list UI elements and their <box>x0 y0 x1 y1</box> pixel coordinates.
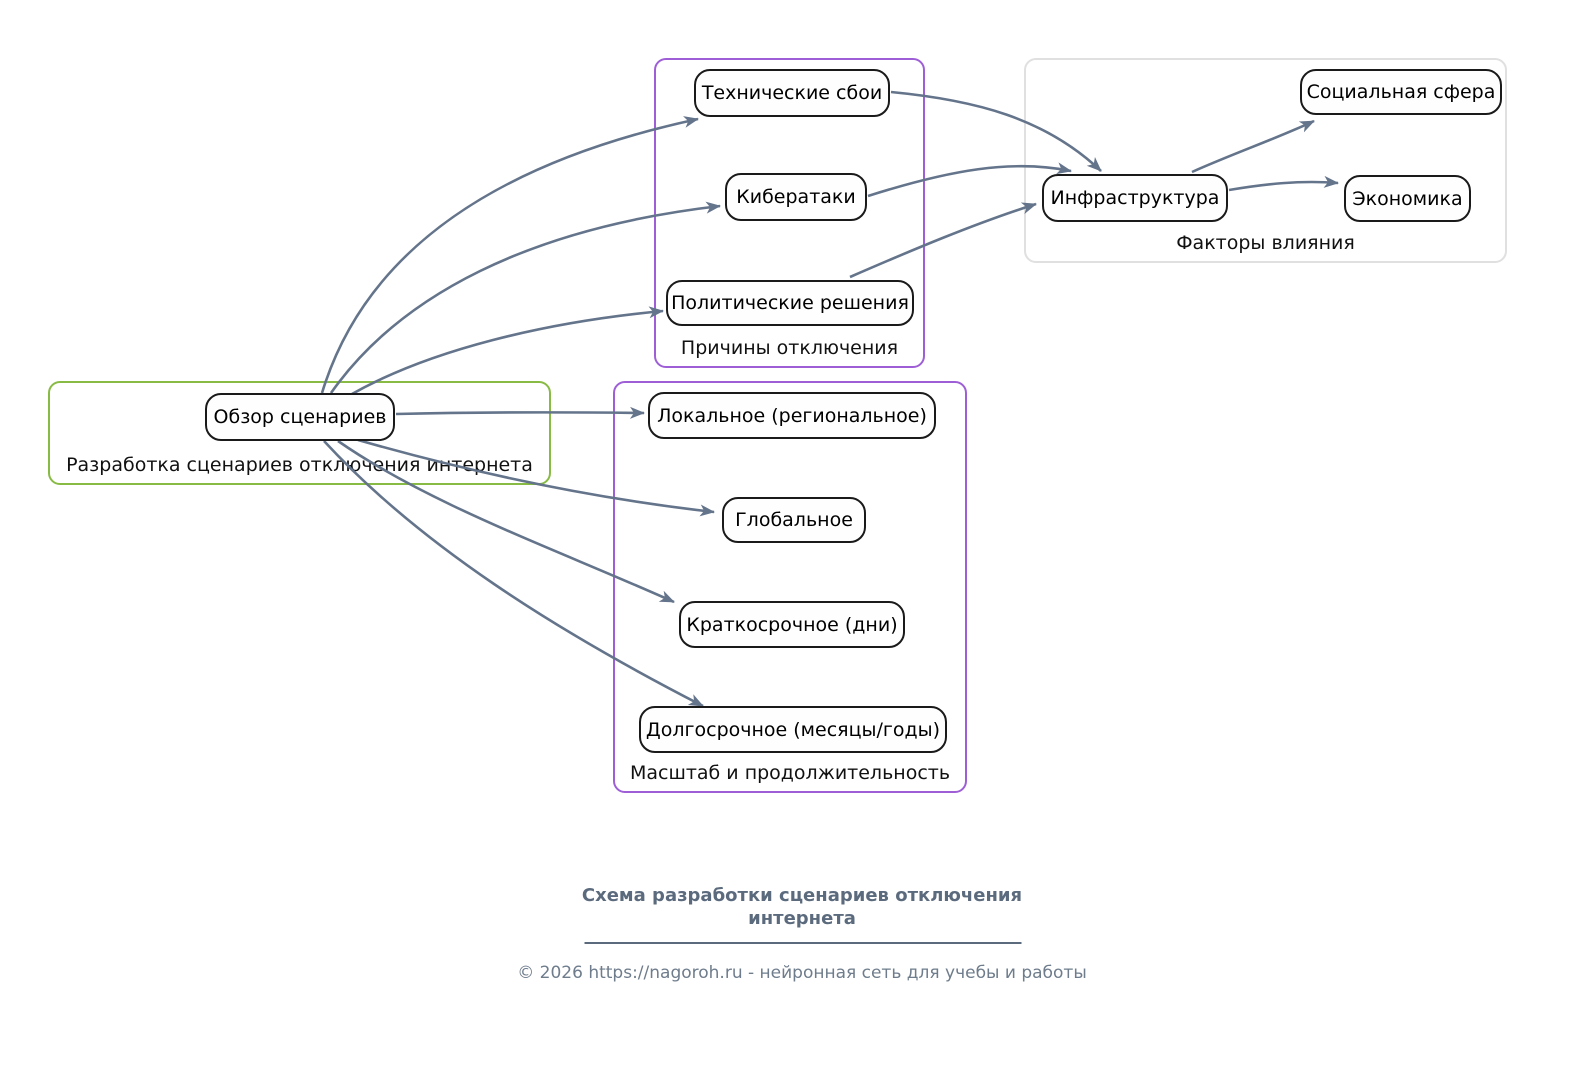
node-economy: Экономика <box>1344 175 1471 222</box>
node-technical: Технические сбои <box>694 69 890 117</box>
edge-overview-technical <box>322 119 698 393</box>
group-factors-label: Факторы влияния <box>1176 232 1355 254</box>
footer-copyright: © 2026 https://nagoroh.ru - нейронная сеть для учебы и работы <box>517 963 1087 983</box>
node-global: Глобальное <box>722 497 866 543</box>
group-development-label: Разработка сценариев отключения интернета <box>66 454 533 476</box>
node-cyber: Кибератаки <box>725 173 867 221</box>
node-political: Политические решения <box>666 280 914 326</box>
group-causes-label: Причины отключения <box>680 337 899 359</box>
node-infrastructure: Инфраструктура <box>1042 174 1228 222</box>
node-overview: Обзор сценариев <box>205 393 395 441</box>
node-short-term: Краткосрочное (дни) <box>679 601 905 648</box>
footer-divider <box>585 942 1022 944</box>
node-social: Социальная сфера <box>1300 69 1502 115</box>
group-scale-label: Масштаб и продолжительность <box>629 762 951 784</box>
footer-title: Схема разработки сценариев отключения интернета <box>581 885 1023 929</box>
node-local: Локальное (региональное) <box>648 392 936 439</box>
node-long-term: Долгосрочное (месяцы/годы) <box>639 706 947 753</box>
